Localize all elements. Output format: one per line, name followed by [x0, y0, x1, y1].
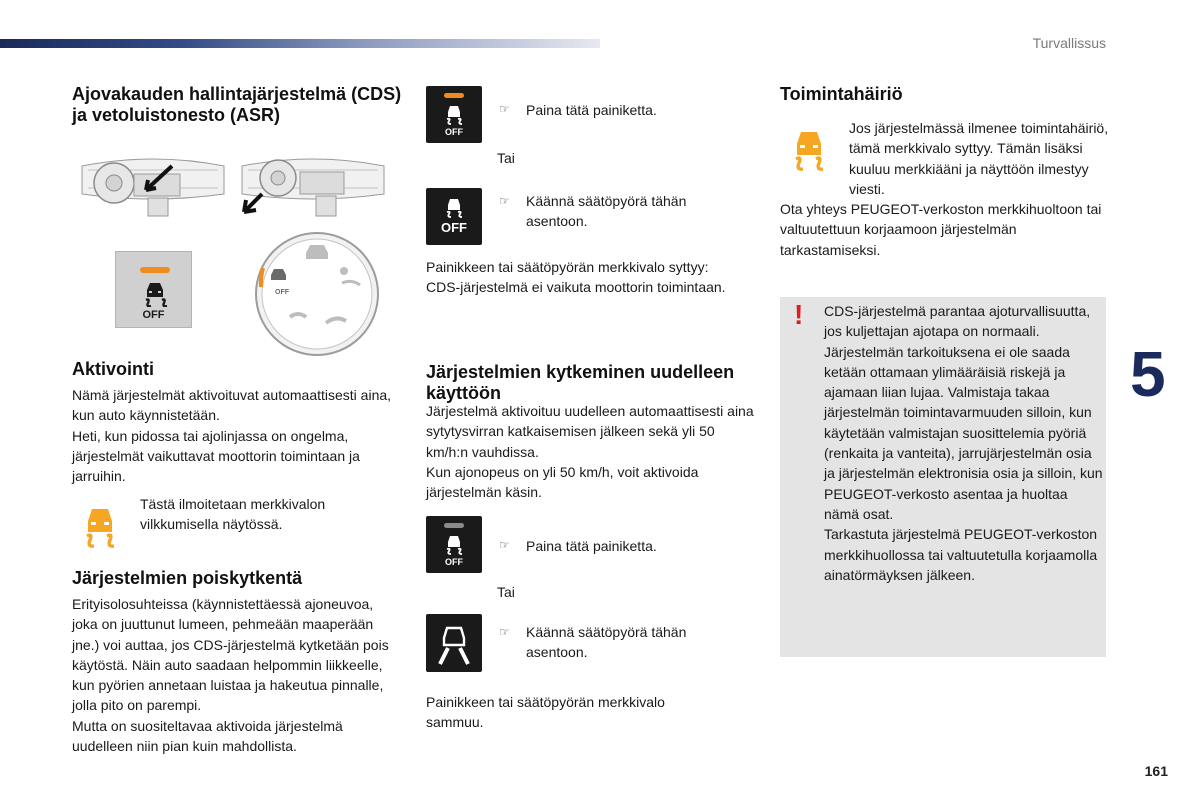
- page-number: 161: [1144, 763, 1168, 779]
- off-button-lit-icon: [426, 86, 482, 143]
- off-label: OFF: [445, 127, 463, 137]
- main-title: Ajovakauden hallintajärjestelmä (CDS) ja vetoluistonesto (ASR): [72, 84, 402, 125]
- dashboard-illustration-left: [78, 150, 228, 222]
- malfunction-text: Ota yhteys PEUGEOT-verkoston merkkihuoltoon tai valtuutettuun korjaamoon järjestelmän tarkastamiseksi.: [780, 201, 1102, 258]
- off-label: OFF: [445, 557, 463, 567]
- off-label: OFF: [441, 220, 467, 235]
- reactivation-text: Järjestelmä aktivoituu uudelleen automaattisesti aina sytytysvirran katkaisemisen jälkeen sekä yli 50 km/h:n vauhdissa. Kun ajonopeus on yli 50 km/h, voit aktivoida järjestelmän käsin.: [426, 403, 754, 501]
- reactivation-heading: Järjestelmien kytkeminen uudelleen käyttöön: [426, 362, 735, 403]
- off-button-unlit-icon: [426, 516, 482, 573]
- off-button-illustration: [115, 251, 192, 328]
- activation-text: Nämä järjestelmät aktivoituvat automaattisesti aina, kun auto käynnistetään. Heti, kun pidossa tai ajolinjassa on ongelma, järjestelmät vaikuttavat moottorin toimintaan ja jarruihin.: [72, 387, 392, 485]
- step-turn-dial: Käännä säätöpyörä tähän asentoon.: [526, 624, 687, 661]
- drive-mode-dial-illustration: [254, 231, 380, 357]
- skid-car-icon: [443, 196, 465, 218]
- deactivation-heading: Järjestelmien poiskytkentä: [72, 568, 303, 588]
- amber-lamp: [444, 93, 464, 98]
- off-label: OFF: [142, 309, 165, 321]
- cds-warning-lamp-icon: [78, 502, 122, 550]
- malfunction-note: Jos järjestelmässä ilmenee toimintahäiriö, tämä merkkivalo syttyy. Tämän lisäksi kuuluu merkkiääni ja näyttöön ilmestyy viesti.: [849, 120, 1109, 197]
- dashboard-illustration-right: [238, 150, 388, 222]
- lamp-note: Tästä ilmoitetaan merkkivalon vilkkumisella näytössä.: [140, 496, 326, 533]
- road-car-icon: [432, 620, 476, 666]
- grey-lamp: [444, 523, 464, 528]
- malfunction-heading: Toimintahäiriö: [780, 84, 903, 104]
- result-lamp-on: Painikkeen tai säätöpyörän merkkivalo syttyy: CDS-järjestelmä ei vaikuta moottorin toimintaan.: [426, 259, 726, 296]
- step-press-button: Paina tätä painiketta.: [526, 102, 657, 118]
- step-press-button: Paina tätä painiketta.: [526, 538, 657, 554]
- bullet-icon: ☞: [499, 194, 510, 208]
- safety-warning-text: CDS-järjestelmä parantaa ajoturvallisuutta, jos kuljettajan ajotapa on normaali. Järjestelmän tarkoituksena ei ole saada ketään ottamaan ylimääräisiä riskejä ja ajamaan liian lujaa. Valmistaja takaa järjestelmän toimintavarmuuden silloin, kun käytetään valmistajan suosittelemia pyöriä (renkaita ja vanteita), jarrujärjestelmän osia ja järjestelmän elektronisia osia ja silloin, kun PEUGEOT-verkosto asentaa ja huoltaa nämä osat. Tarkastuta järjestelmä PEUGEOT-verkoston merkkihuollossa tai valtuutetulla korjaamolla ainatörmäyksen jälkeen.: [824, 303, 1103, 583]
- svg-text:OFF: OFF: [275, 289, 289, 296]
- or-label: Tai: [497, 150, 515, 166]
- bullet-icon: ☞: [499, 625, 510, 639]
- section-title: Turvallissus: [1032, 35, 1106, 51]
- deactivation-text: Erityisolosuhteissa (käynnistettäessä ajoneuvoa, joka on juuttunut lumeen, pehmeään maaperään jne.) voi auttaa, jos CDS-järjestelmä kytketään pois käytöstä. Näin auto saadaan helpommin liikkeelle, kun pyörien annetaan luistaa ja hakeutua pinnalle, jolla pito on parempi. Mutta on suositeltavaa aktivoida järjestelmä uudelleen niin pian kuin mahdollista.: [72, 596, 389, 755]
- step-turn-dial: Käännä säätöpyörä tähän asentoon.: [526, 193, 687, 230]
- activation-heading: Aktivointi: [72, 359, 155, 379]
- bullet-icon: ☞: [499, 538, 510, 552]
- dial-off-position-icon: [426, 188, 482, 245]
- amber-lamp: [140, 267, 170, 273]
- skid-car-icon: [443, 533, 465, 555]
- skid-car-icon: [140, 279, 170, 307]
- bullet-icon: ☞: [499, 102, 510, 116]
- cds-fault-lamp-icon: [787, 125, 831, 173]
- skid-car-icon: [443, 103, 465, 125]
- result-lamp-off: Painikkeen tai säätöpyörän merkkivalo sammuu.: [426, 694, 665, 731]
- header-band: [0, 39, 600, 48]
- or-label: Tai: [497, 584, 515, 600]
- warning-exclamation-icon: !: [794, 299, 804, 330]
- chapter-number: 5: [1130, 338, 1166, 410]
- dial-normal-mode-icon: [426, 614, 482, 672]
